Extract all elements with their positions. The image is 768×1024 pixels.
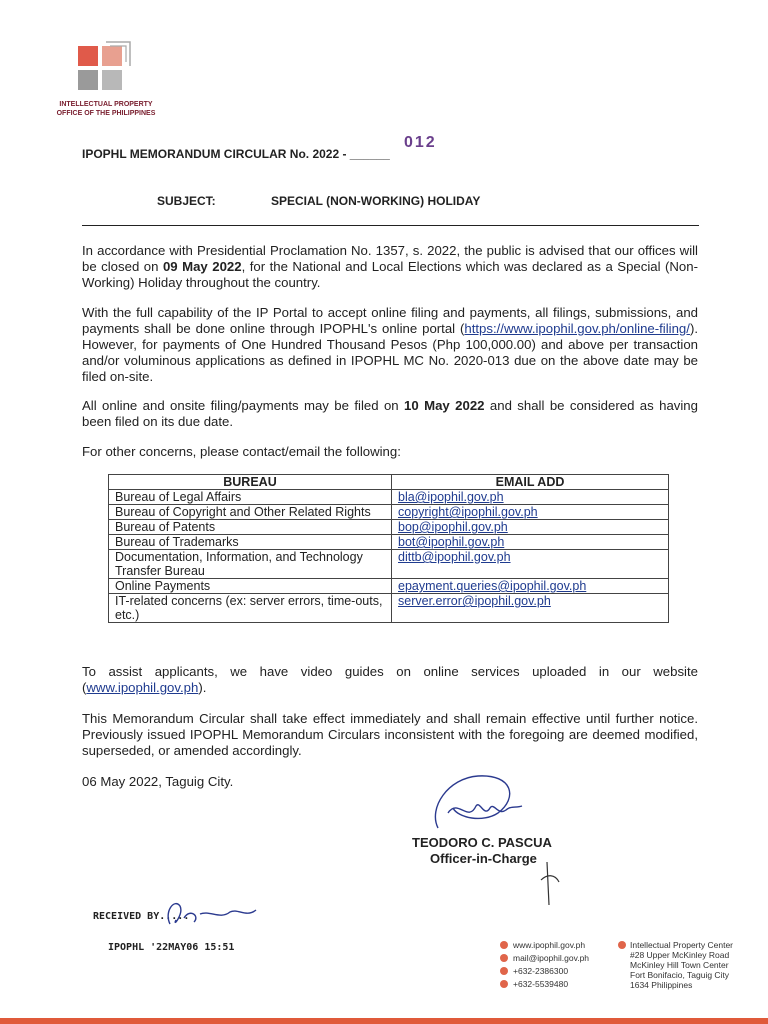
- table-row: [109, 579, 669, 594]
- footer-phone2: +632-5539480: [500, 979, 568, 990]
- email-cell[interactable]: dittb@ipophil.gov.ph: [392, 550, 669, 579]
- table-row: [109, 490, 669, 505]
- table-row: [109, 594, 669, 623]
- column-header-email: EMAIL ADD: [392, 475, 669, 490]
- ipophl-logo: [76, 40, 132, 96]
- subject-text: SPECIAL (NON-WORKING) HOLIDAY: [271, 194, 481, 208]
- bureau-cell: Documentation, Information, and Technology Transfer Bureau: [109, 550, 392, 579]
- footer-mail[interactable]: mail@ipophil.gov.ph: [500, 953, 589, 964]
- signer-title: Officer-in-Charge: [430, 851, 537, 866]
- bureau-cell: Bureau of Patents: [109, 520, 392, 535]
- mail-icon: [500, 954, 508, 962]
- table-row: [109, 520, 669, 535]
- circular-title: IPOPHL MEMORANDUM CIRCULAR No. 2022 - ______: [82, 147, 390, 161]
- paragraph-online-filing: With the full capability of the IP Portal to accept online filing and payments, all filings, submissions, and payments shall be done online through IPOPHL's online portal (https://www.ipophil.gov.ph/online-filing/). However, for payments of One Hundred Thousand Pesos (Php 100,000.00) and above per transaction and/or voluminous applications as defined in IPOPHL MC No. 2020-013 due on the above date may be filed on-site.: [82, 305, 698, 384]
- signer-name: TEODORO C. PASCUA: [412, 835, 552, 850]
- footer-bar: [0, 1018, 768, 1024]
- table-row: [109, 505, 669, 520]
- table-row: [109, 535, 669, 550]
- circular-number-stamp: 012: [404, 134, 437, 151]
- received-stamp: IPOPHL '22MAY06 15:51: [108, 942, 235, 953]
- bureau-cell: Bureau of Trademarks: [109, 535, 392, 550]
- email-cell[interactable]: bla@ipophil.gov.ph: [392, 490, 669, 505]
- paragraph-filing-date: All online and onsite filing/payments may be filed on 10 May 2022 and shall be considered as having been filed on its due date.: [82, 398, 698, 429]
- phone-icon: [500, 967, 508, 975]
- footer-web[interactable]: www.ipophil.gov.ph: [500, 940, 585, 951]
- org-name-line1: INTELLECTUAL PROPERTY: [59, 101, 153, 108]
- paragraph-effectivity: This Memorandum Circular shall take effect immediately and shall remain effective until further notice. Previously issued IPOPHL Memorandum Circulars inconsistent with the foregoing are deemed modified, superseded, or amended accordingly.: [82, 711, 698, 758]
- footer-address: Intellectual Property Center #28 Upper McKinley Road McKinley Hill Town Center Fort Bonifacio, Taguig City 1634 Philippines: [630, 940, 733, 990]
- table-header-row: [109, 475, 669, 490]
- website-link[interactable]: www.ipophil.gov.ph: [86, 680, 199, 695]
- online-filing-link[interactable]: https://www.ipophil.gov.ph/online-filing/: [464, 321, 690, 336]
- email-cell[interactable]: bot@ipophil.gov.ph: [392, 535, 669, 550]
- footer-phone1: +632-2386300: [500, 966, 568, 977]
- email-cell[interactable]: epayment.queries@ipophil.gov.ph: [392, 579, 669, 594]
- received-by-label: RECEIVED BY.....: [93, 911, 190, 922]
- divider: [82, 225, 699, 226]
- paragraph-video-guides: To assist applicants, we have video guides on online services uploaded in our website (www.ipophil.gov.ph).: [82, 664, 698, 695]
- email-cell[interactable]: bop@ipophil.gov.ph: [392, 520, 669, 535]
- subject-label: SUBJECT:: [157, 194, 216, 208]
- paragraph-closure: In accordance with Presidential Proclamation No. 1357, s. 2022, the public is advised that our offices will be closed on 09 May 2022, for the National and Local Elections which was declared as a Special (Non-Working) Holiday throughout the country.: [82, 243, 698, 290]
- bureau-cell: Online Payments: [109, 579, 392, 594]
- location-icon: [618, 941, 626, 949]
- column-header-bureau: BUREAU: [109, 475, 392, 490]
- bureau-cell: Bureau of Legal Affairs: [109, 490, 392, 505]
- fax-icon: [500, 980, 508, 988]
- received-signature: [160, 894, 270, 934]
- signature-image: [418, 768, 528, 838]
- globe-icon: [500, 941, 508, 949]
- org-name-line2: OFFICE OF THE PHILIPPINES: [56, 110, 156, 117]
- date-line: 06 May 2022, Taguig City.: [82, 774, 234, 789]
- email-cell[interactable]: copyright@ipophil.gov.ph: [392, 505, 669, 520]
- bureau-cell: IT-related concerns (ex: server errors, time-outs, etc.): [109, 594, 392, 623]
- initial-mark: [535, 860, 565, 910]
- bureau-cell: Bureau of Copyright and Other Related Rights: [109, 505, 392, 520]
- email-cell[interactable]: server.error@ipophil.gov.ph: [392, 594, 669, 623]
- contact-table: [108, 474, 669, 623]
- paragraph-contact-intro: For other concerns, please contact/email the following:: [82, 444, 401, 459]
- table-row: [109, 550, 669, 579]
